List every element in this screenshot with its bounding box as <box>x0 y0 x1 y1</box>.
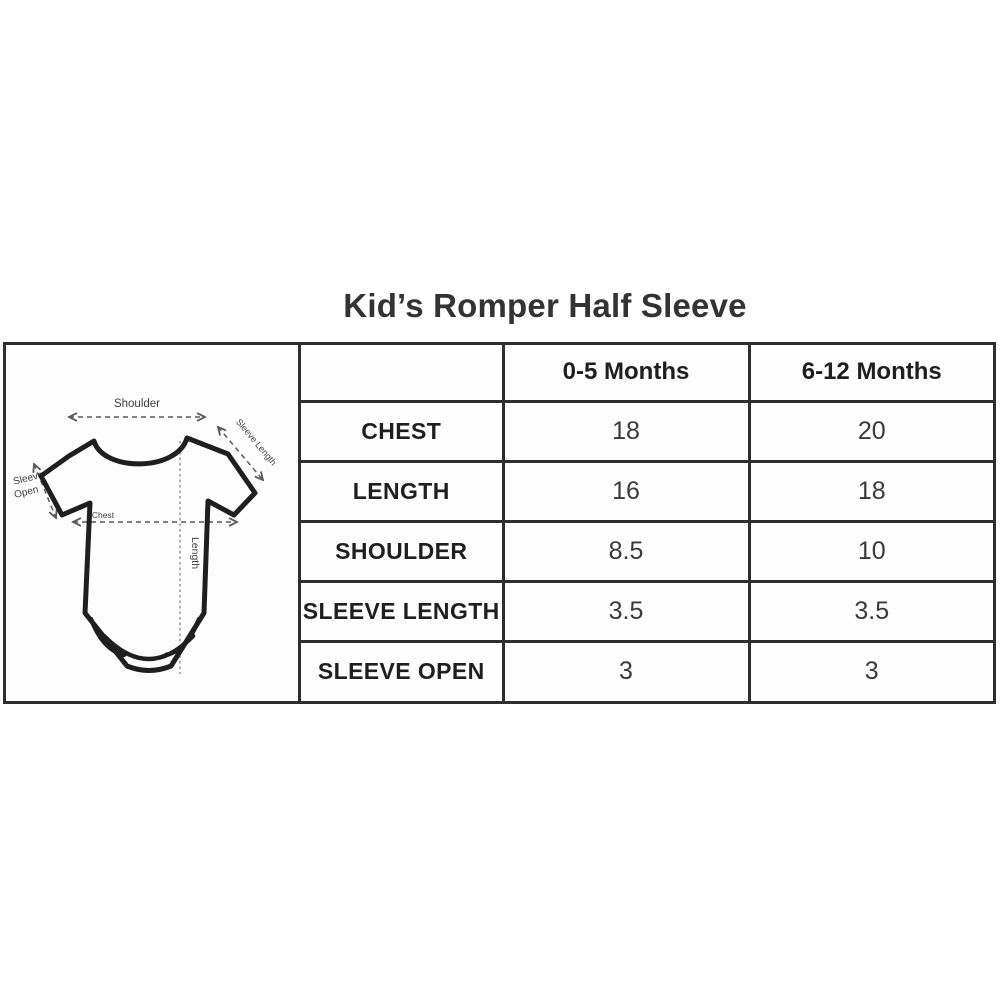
page-title: Kid’s Romper Half Sleeve <box>343 287 747 324</box>
length-value-0-5: 16 <box>503 461 749 521</box>
table-row-sleeve-length <box>301 581 993 641</box>
sleeve-length-measure-label: Sleeve Length <box>233 416 279 468</box>
row-label-sleeve-length: SLEEVE LENGTH <box>301 581 503 641</box>
sleeve-length-value-0-5: 3.5 <box>503 581 749 641</box>
sleeve-open-value-0-5: 3 <box>503 641 749 701</box>
sleeve-open-measure-label-line2: Open <box>13 484 40 501</box>
shoulder-value-6-12: 10 <box>749 521 993 581</box>
table-row-sleeve-open <box>301 641 993 701</box>
header-empty-cell <box>301 345 503 401</box>
row-label-shoulder: SHOULDER <box>301 521 503 581</box>
header-col-0-5-months: 0-5 Months <box>503 345 749 401</box>
shoulder-measure-label: Shoulder <box>113 398 161 410</box>
romper-diagram-svg <box>6 345 298 701</box>
size-table-header-row <box>301 345 993 401</box>
chest-measure-label: Chest <box>91 510 115 520</box>
shoulder-value-0-5: 8.5 <box>503 521 749 581</box>
chest-value-6-12: 20 <box>749 401 993 461</box>
sleeve-open-measure-label-line1: Sleeve <box>12 469 45 488</box>
chest-value-0-5: 18 <box>503 401 749 461</box>
table-row-shoulder <box>301 521 993 581</box>
row-label-chest: CHEST <box>301 401 503 461</box>
romper-outline <box>41 438 255 671</box>
table-row-length <box>301 461 993 521</box>
table-row-chest <box>301 401 993 461</box>
row-label-sleeve-open: SLEEVE OPEN <box>301 641 503 701</box>
length-value-6-12: 18 <box>749 461 993 521</box>
header-col-6-12-months: 6-12 Months <box>749 345 993 401</box>
size-chart-box <box>3 342 996 704</box>
sleeve-length-value-6-12: 3.5 <box>749 581 993 641</box>
sleeve-open-value-6-12: 3 <box>749 641 993 701</box>
romper-diagram <box>6 345 301 701</box>
row-label-length: LENGTH <box>301 461 503 521</box>
size-table <box>301 345 993 701</box>
length-measure-label: Length <box>189 536 201 570</box>
